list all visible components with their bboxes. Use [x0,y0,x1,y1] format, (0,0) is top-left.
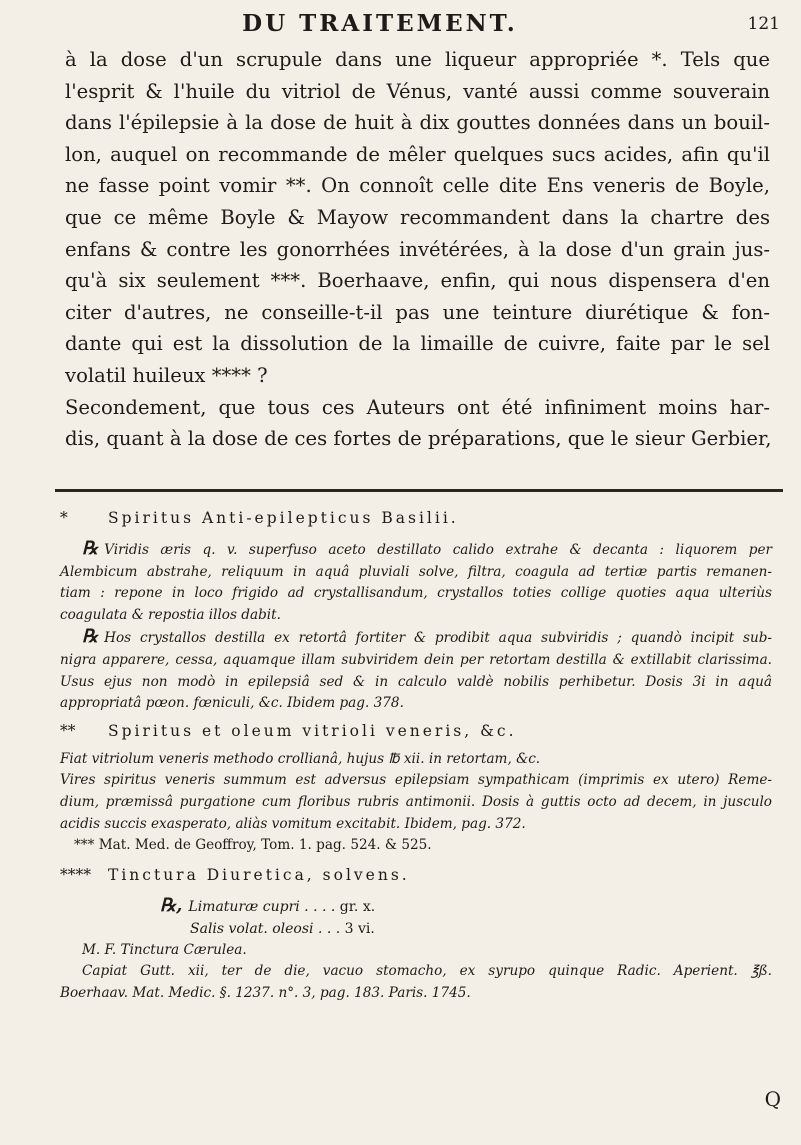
footnotes [60,500,772,1005]
footnote-line: Boerhaav. Mat. Medic. §. 1237. n°. 3, pag. 183. Paris. 1745. [60,984,471,1001]
main-text [65,44,770,455]
body-line: lon, auquel on recommande de mêler quelques sucs acides, afin qu'il [65,142,770,166]
footnote-line: nigra apparere, cessa, aquamque illam subviridem dein per retortam destilla & extillabit clarissima. [60,651,772,668]
footnote-1-title [60,506,772,530]
footnote-heading: Spiritus et oleum vitrioli veneris, &c. [108,721,517,740]
body-line: ne fasse point vomir **. On connoît celle dite Ens veneris de Boyle, [65,174,770,198]
footnote-line: Alembicum abstrahe, reliquum in aquâ pluviali solve, filtra, coagula ad tertiæ partis remanen- [60,563,772,580]
running-title: DU TRAITEMENT. [242,10,518,37]
body-line: dans l'épilepsie à la dose de huit à dix gouttes données dans un bouil- [65,111,770,135]
signature-mark: Q [764,1087,781,1111]
body-line: l'esprit & l'huile du vitriol de Vénus, vanté aussi comme souverain [65,79,770,103]
running-header [60,10,780,40]
recipe-symbol-icon: ℞ [82,626,99,648]
footnote-line: coagulata & repostia illos dabit. [60,606,281,623]
footnote-line: dium, præmissâ purgatione cum floribus rubris antimonii. Dosis à guttis octo ad decem, in jusculo [60,793,772,810]
footnote-3: *** Mat. Med. de Geoffroy, Tom. 1. pag. 524. & 525. [74,837,432,854]
recipe-symbol-icon: ℞, [160,894,183,916]
page-number: 121 [747,14,780,34]
footnote-2-title [60,719,772,743]
footnote-line: ℞ Hos crystallos destilla ex retortâ fortiter & prodibit aqua subviridis ; quandò incipit sub- [82,626,772,648]
footnote-line: Capiat Gutt. xii, ter de die, vacuo stomacho, ex syrupo quinque Radic. Aperient. ℥ß. [82,963,772,980]
body-line: dis, quant à la dose de ces fortes de préparations, que le sieur Gerbier, [65,427,772,451]
footnote-4-title [60,863,772,887]
footnote-mark: * [60,509,68,527]
footnote-line: acidis succis exasperato, aliàs vomitum excitabit. Ibidem, pag. 372. [60,815,526,832]
footnote-line: Vires spiritus veneris summum est adversus epilepsiam sympathicam (imprimis ex utero) Reme- [60,772,772,789]
footnote-heading: Spiritus Anti-epilepticus Basilii. [108,509,459,527]
body-line: qu'à six seulement ***. Boerhaave, enfin, qui nous dispensera d'en [65,269,770,293]
footnote-divider [55,489,783,492]
footnote-heading: Tinctura Diuretica, solvens. [108,865,410,884]
footnote-line: Usus ejus non modò in epilepsiâ sed & in calculo valdè nobilis perhibetur. Dosis 3i in aquâ [60,673,772,690]
recipe-line: Salis volat. oleosi . . . 3 vi. [190,920,375,937]
body-line: que ce même Boyle & Mayow recommandent dans la chartre des [65,205,770,229]
body-line: Secondement, que tous ces Auteurs ont été infiniment moins har- [65,395,770,419]
footnote-line: tiam : repone in loco frigido ad crystallisandum, crystallos toties collige quoties aqua ulteriùs [60,585,772,602]
body-line: citer d'autres, ne conseille-t-il pas une teinture diurétique & fon- [65,300,770,324]
footnote-mark: ** [60,721,76,740]
body-line: enfans & contre les gonorrhées invétérées, à la dose d'un grain jus- [65,237,770,261]
body-line: à la dose d'un scrupule dans une liqueur appropriée *. Tels que [65,48,770,71]
recipe-symbol-icon: ℞ [82,538,99,559]
body-line: volatil huileux **** ? [65,363,268,387]
recipe-quantity: 3 vi. [344,920,375,937]
footnote-line: appropriatâ pœon. fœniculi, &c. Ibidem pag. 378. [60,695,404,712]
recipe-line: ℞, Limaturæ cupri . . . . gr. x. [160,894,376,916]
footnote-line: M. F. Tinctura Cærulea. [82,941,247,958]
footnote-mark: **** [60,865,91,884]
footnote-line: ℞ Viridis æris q. v. superfuso aceto destillato calido extrahe & decanta : liquorem per [82,538,772,559]
footnote-line: Fiat vitriolum veneris methodo crollianâ, hujus ℔ xii. in retortam, &c. [60,750,541,767]
recipe-quantity: gr. x. [339,898,376,915]
body-line: dante qui est la dissolution de la limaille de cuivre, faite par le sel [65,332,770,356]
